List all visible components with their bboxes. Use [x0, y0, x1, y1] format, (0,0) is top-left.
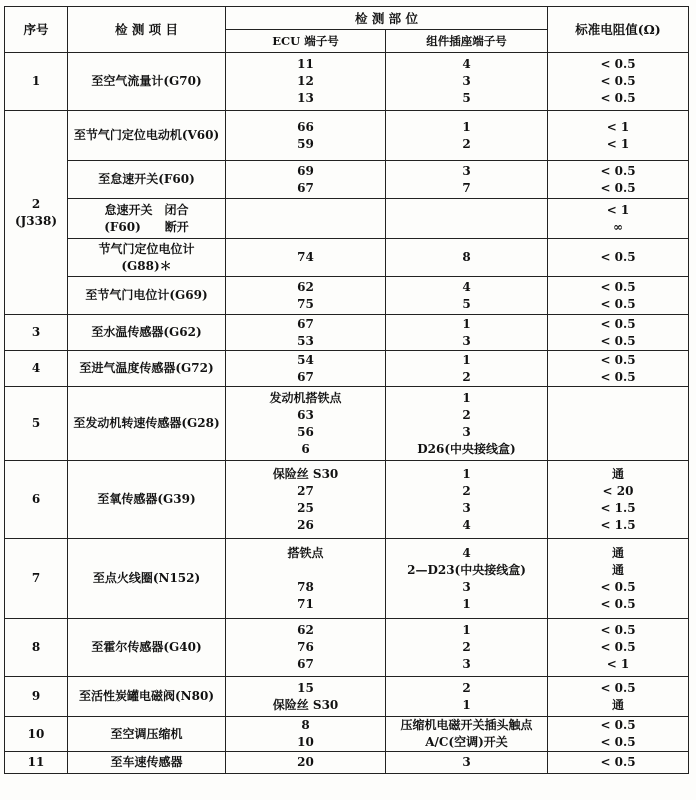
connector-line: 1 — [462, 697, 471, 712]
header-connector: 组件插座端子号 — [386, 30, 548, 53]
ecu-line: 53 — [297, 333, 314, 348]
table-row — [5, 239, 689, 277]
table-row — [5, 111, 689, 161]
ecu-cell — [226, 351, 386, 387]
ecu-line: 66 — [297, 119, 314, 134]
resistance-line: ∞ — [613, 219, 623, 234]
ecu-line: 74 — [297, 250, 314, 264]
table-row — [5, 539, 689, 619]
ecu-line: 12 — [297, 74, 314, 88]
resistance-cell — [548, 619, 689, 677]
resistance-cell — [548, 199, 689, 239]
header-ecu: ECU 端子号 — [226, 30, 386, 53]
resistance-line: < 1 — [606, 202, 630, 217]
connector-cell — [386, 161, 548, 199]
ecu-line: 63 — [297, 407, 314, 422]
ecu-cell — [226, 461, 386, 539]
resistance-line: 通 — [611, 697, 624, 712]
resistance-line: < 0.5 — [600, 623, 636, 637]
resistance-line: < 0.5 — [600, 755, 636, 769]
row-number: 1 — [5, 53, 68, 111]
connector-cell — [386, 199, 548, 239]
item-cell: 节气门定位电位计 (G88)＊ — [68, 239, 226, 277]
ecu-line: 71 — [297, 596, 314, 611]
item-cell: 怠速开关 闭合 (F60) 断开 — [68, 199, 226, 239]
resistance-line: < 1 — [606, 657, 630, 671]
ecu-line: 11 — [297, 57, 314, 71]
connector-line: 3 — [462, 424, 471, 439]
inspection-table — [4, 6, 689, 774]
table-row — [5, 717, 689, 752]
row-number: 3 — [5, 315, 68, 351]
connector-line: 3 — [462, 755, 471, 769]
ecu-line: 20 — [297, 755, 314, 769]
connector-line: A/C(空调)开关 — [425, 735, 508, 749]
row-number: 4 — [5, 351, 68, 387]
table-row — [5, 199, 689, 239]
ecu-cell — [226, 277, 386, 315]
connector-line: 1 — [462, 316, 471, 331]
resistance-line: < 0.5 — [600, 735, 636, 749]
table-row — [5, 752, 689, 774]
resistance-cell — [548, 752, 689, 774]
ecu-line: 56 — [297, 424, 314, 439]
connector-line: 1 — [462, 119, 471, 134]
ecu-line: 27 — [297, 483, 314, 498]
connector-line: 3 — [462, 163, 471, 178]
ecu-line — [228, 562, 383, 579]
ecu-line: 25 — [297, 500, 314, 515]
resistance-line: < 1 — [606, 119, 630, 134]
connector-line: 1 — [462, 623, 471, 637]
connector-line: 3 — [462, 333, 471, 348]
item-cell: 至怠速开关(F60) — [68, 161, 226, 199]
connector-cell — [386, 239, 548, 277]
ecu-cell — [226, 387, 386, 461]
ecu-line: 62 — [297, 279, 314, 294]
ecu-cell — [226, 619, 386, 677]
connector-line: 1 — [462, 352, 471, 367]
table-row — [5, 387, 689, 461]
row-number: 10 — [5, 717, 68, 752]
ecu-line: 69 — [297, 163, 314, 178]
row-number: 11 — [5, 752, 68, 774]
connector-line: 3 — [462, 579, 471, 594]
table-row — [5, 161, 689, 199]
table-row — [5, 53, 689, 111]
item-cell: 至车速传感器 — [68, 752, 226, 774]
connector-line: 2 — [462, 369, 471, 384]
resistance-line: < 0.5 — [600, 296, 636, 311]
connector-line: 2 — [462, 640, 471, 654]
ecu-line: 75 — [297, 296, 314, 311]
resistance-cell — [548, 53, 689, 111]
ecu-line: 13 — [297, 91, 314, 105]
connector-line: 3 — [462, 74, 471, 88]
resistance-line: < 1.5 — [600, 517, 636, 532]
connector-cell — [386, 315, 548, 351]
item-cell: 至霍尔传感器(G40) — [68, 619, 226, 677]
resistance-cell — [548, 677, 689, 717]
connector-line: 8 — [462, 250, 471, 264]
ecu-cell — [226, 677, 386, 717]
ecu-line: 26 — [297, 517, 314, 532]
ecu-cell — [226, 161, 386, 199]
resistance-line: < 20 — [602, 483, 634, 498]
resistance-line: < 0.5 — [600, 640, 636, 654]
ecu-line: 10 — [297, 735, 314, 749]
item-cell: 至水温传感器(G62) — [68, 315, 226, 351]
resistance-line: < 0.5 — [600, 596, 636, 611]
ecu-line: 15 — [297, 680, 314, 695]
row-number: 9 — [5, 677, 68, 717]
resistance-line: < 0.5 — [600, 91, 636, 105]
connector-cell — [386, 461, 548, 539]
resistance-line: 通 — [611, 545, 624, 560]
item-cell: 至活性炭罐电磁阀(N80) — [68, 677, 226, 717]
ecu-cell — [226, 315, 386, 351]
connector-cell — [386, 387, 548, 461]
connector-cell — [386, 351, 548, 387]
resistance-cell — [548, 277, 689, 315]
resistance-line: < 0.5 — [600, 579, 636, 594]
resistance-cell — [548, 351, 689, 387]
table-row — [5, 619, 689, 677]
resistance-line: 通 — [611, 562, 624, 577]
connector-cell — [386, 717, 548, 752]
resistance-line: < 0.5 — [600, 163, 636, 178]
connector-line: 压缩机电磁开关插头触点 — [400, 718, 533, 732]
resistance-cell — [548, 315, 689, 351]
connector-line: 1 — [462, 390, 471, 405]
ecu-line: 62 — [297, 623, 314, 637]
resistance-line: 通 — [611, 466, 624, 481]
connector-line: 4 — [462, 279, 471, 294]
connector-line: 5 — [462, 296, 471, 311]
table-row — [5, 351, 689, 387]
resistance-cell — [548, 239, 689, 277]
ecu-line: 54 — [297, 352, 314, 367]
ecu-cell — [226, 111, 386, 161]
connector-line: 4 — [462, 545, 471, 560]
item-cell: 至空气流量计(G70) — [68, 53, 226, 111]
ecu-cell — [226, 539, 386, 619]
resistance-line: < 0.5 — [600, 369, 636, 384]
item-cell: 至进气温度传感器(G72) — [68, 351, 226, 387]
connector-cell — [386, 539, 548, 619]
connector-line: 2 — [462, 407, 471, 422]
resistance-line: < 0.5 — [600, 74, 636, 88]
ecu-line: 保险丝 S30 — [272, 466, 339, 481]
resistance-line: < 0.5 — [600, 57, 636, 71]
resistance-cell — [548, 387, 689, 461]
row-number: 7 — [5, 539, 68, 619]
connector-line: 5 — [462, 91, 471, 105]
header-position: 检 测 部 位 — [226, 7, 548, 30]
resistance-line: < 0.5 — [600, 250, 636, 264]
ecu-line: 6 — [301, 441, 310, 456]
item-cell: 至空调压缩机 — [68, 717, 226, 752]
resistance-line: < 0.5 — [600, 316, 636, 331]
table-row — [5, 677, 689, 717]
connector-cell — [386, 619, 548, 677]
connector-line: 1 — [462, 596, 471, 611]
ecu-line: 76 — [297, 640, 314, 654]
ecu-line: 8 — [301, 718, 310, 732]
connector-line: 2 — [462, 680, 471, 695]
resistance-cell — [548, 161, 689, 199]
ecu-cell — [226, 239, 386, 277]
item-cell: 至节气门定位电动机(V60) — [68, 111, 226, 161]
ecu-line: 搭铁点 — [287, 545, 324, 560]
resistance-cell — [548, 717, 689, 752]
connector-line: 2 — [462, 136, 471, 151]
item-cell: 至发动机转速传感器(G28) — [68, 387, 226, 461]
connector-line: 1 — [462, 466, 471, 481]
ecu-line: 发动机搭铁点 — [269, 390, 342, 405]
ecu-line: 67 — [297, 180, 314, 195]
table-body — [5, 53, 689, 774]
table-row — [5, 461, 689, 539]
connector-line: 2—D23(中央接线盒) — [407, 562, 526, 577]
connector-cell — [386, 111, 548, 161]
ecu-line: 保险丝 S30 — [272, 697, 339, 712]
header-item: 检 测 项 目 — [68, 7, 226, 53]
connector-cell — [386, 752, 548, 774]
ecu-line: 67 — [297, 369, 314, 384]
connector-line: 4 — [462, 517, 471, 532]
ecu-line: 59 — [297, 136, 314, 151]
ecu-cell — [226, 717, 386, 752]
connector-line: 3 — [462, 500, 471, 515]
resistance-cell — [548, 539, 689, 619]
resistance-line: < 0.5 — [600, 352, 636, 367]
item-cell: 至节气门电位计(G69) — [68, 277, 226, 315]
item-cell: 至点火线圈(N152) — [68, 539, 226, 619]
item-cell: 至氧传感器(G39) — [68, 461, 226, 539]
connector-line: 4 — [462, 57, 471, 71]
connector-line: 2 — [462, 483, 471, 498]
resistance-cell — [548, 111, 689, 161]
ecu-cell — [226, 199, 386, 239]
resistance-cell — [548, 461, 689, 539]
table-row — [5, 277, 689, 315]
row-number: 8 — [5, 619, 68, 677]
connector-cell — [386, 277, 548, 315]
resistance-line: < 0.5 — [600, 279, 636, 294]
header-no: 序号 — [5, 7, 68, 53]
connector-line: D26(中央接线盒) — [417, 441, 516, 456]
ecu-cell — [226, 53, 386, 111]
ecu-cell — [226, 752, 386, 774]
ecu-line: 78 — [297, 579, 314, 594]
resistance-line: < 1 — [606, 136, 630, 151]
header-resistance: 标准电阻值(Ω) — [548, 7, 689, 53]
row-number: 5 — [5, 387, 68, 461]
resistance-line: < 0.5 — [600, 680, 636, 695]
row-number: 6 — [5, 461, 68, 539]
ecu-line: 67 — [297, 657, 314, 671]
connector-line: 7 — [462, 180, 471, 195]
row-number: 2 (J338) — [5, 111, 68, 315]
table-row — [5, 315, 689, 351]
ecu-line: 67 — [297, 316, 314, 331]
resistance-line: < 0.5 — [600, 718, 636, 732]
resistance-line: < 1.5 — [600, 500, 636, 515]
connector-line: 3 — [462, 657, 471, 671]
resistance-line: < 0.5 — [600, 333, 636, 348]
connector-cell — [386, 677, 548, 717]
connector-cell — [386, 53, 548, 111]
resistance-line: < 0.5 — [600, 180, 636, 195]
